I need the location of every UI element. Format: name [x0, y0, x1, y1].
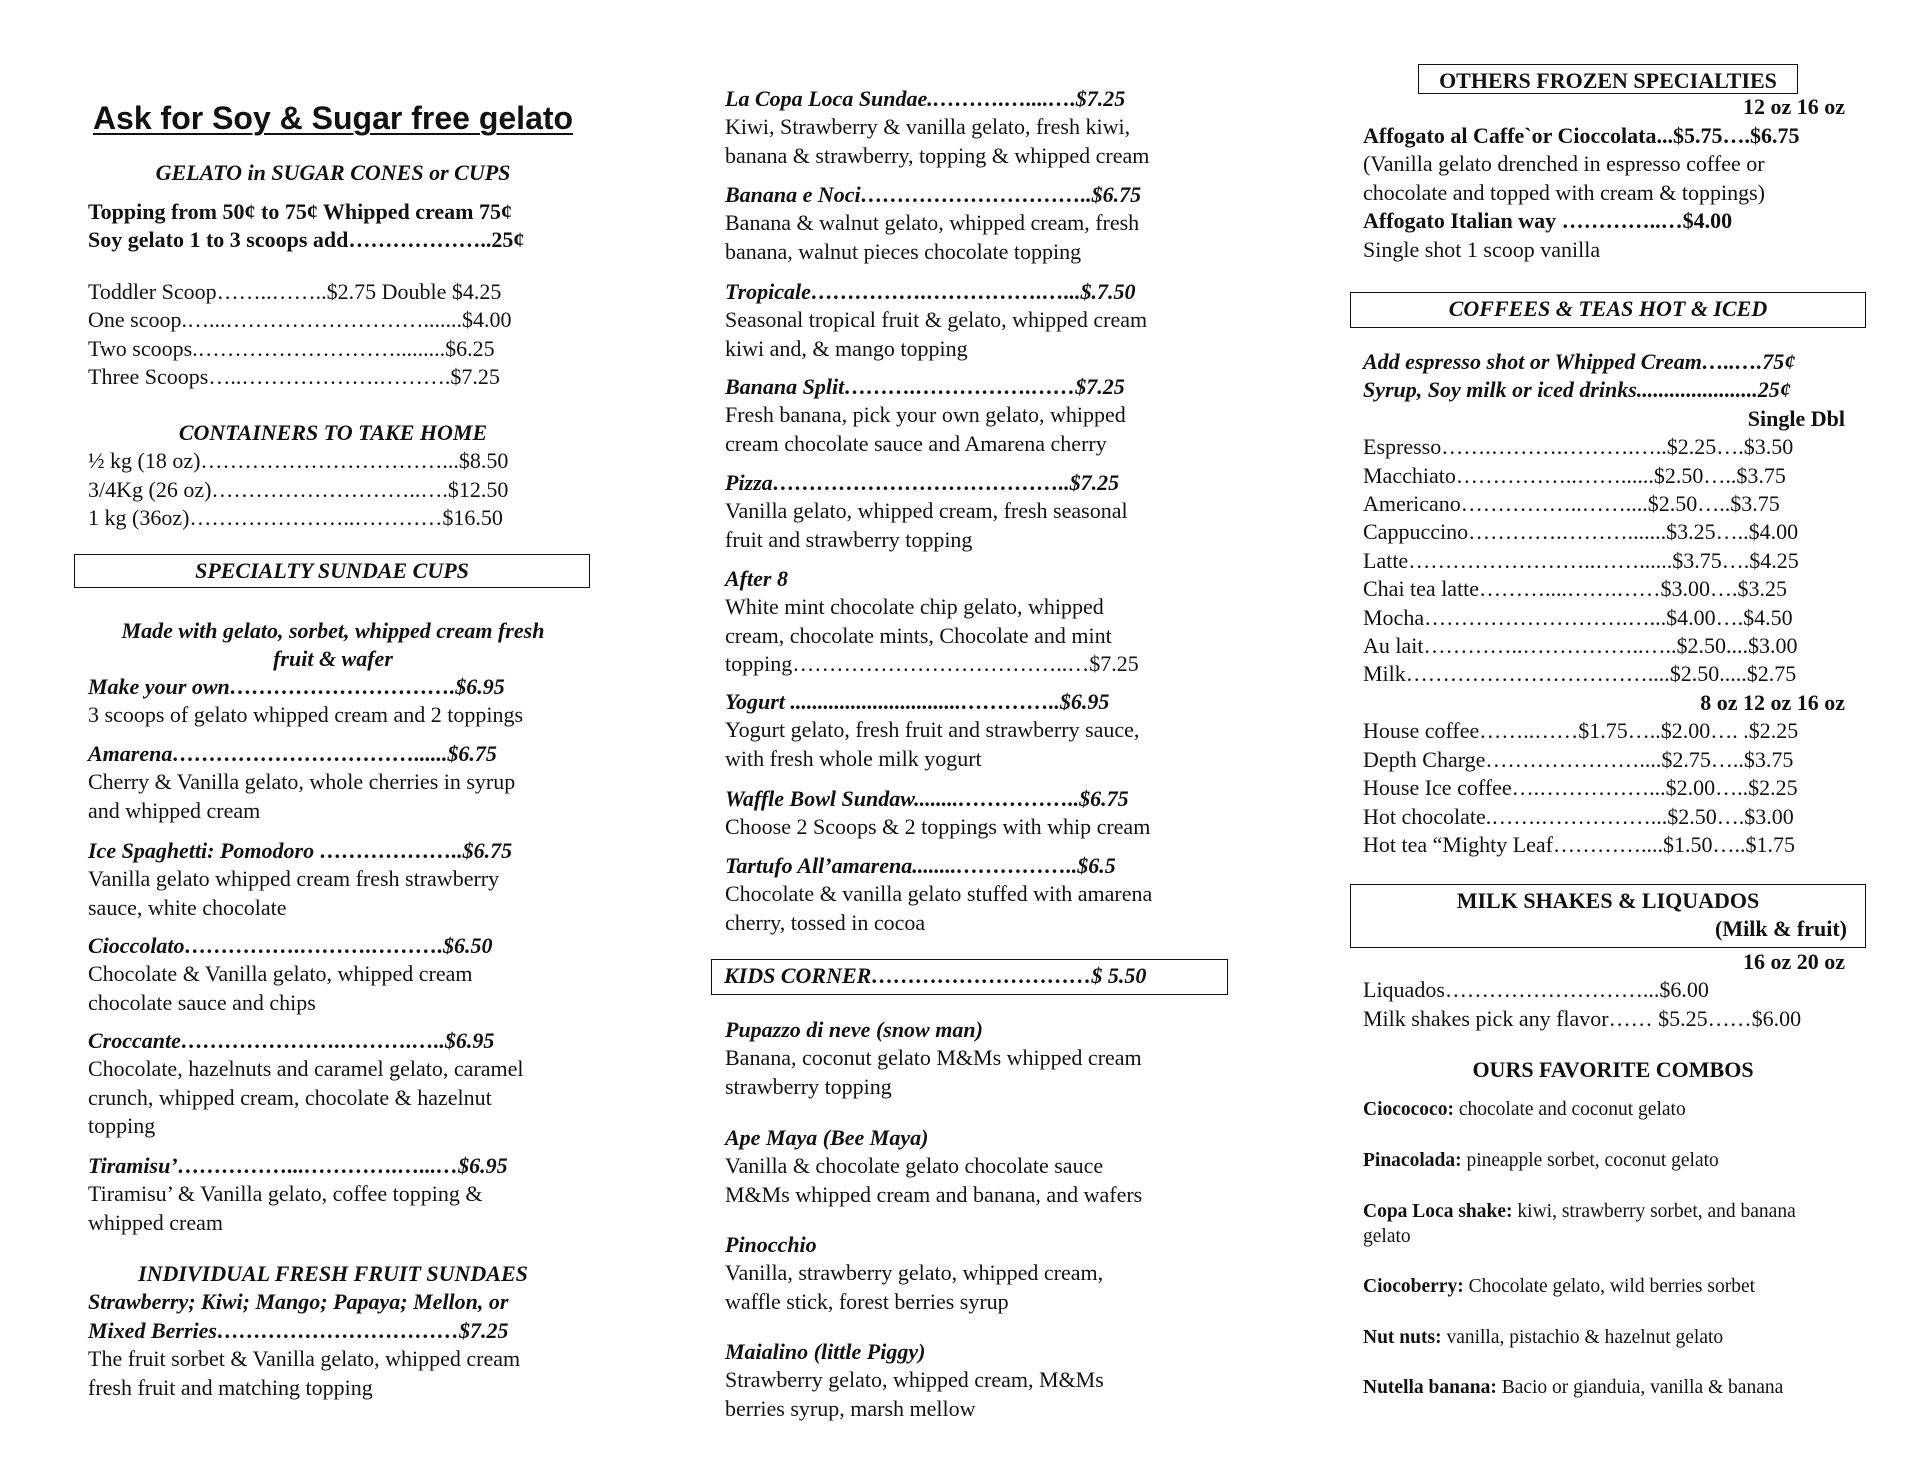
column-header-12-oz-16-oz: 12 oz 16 oz	[1742, 94, 1845, 119]
menu-section	[88, 159, 578, 187]
menu-item-title-banana-e-noci-6-75: Banana e Noci…………………………..$6.75	[725, 182, 1142, 207]
menu-item-title-ape-maya-bee-maya: Ape Maya (Bee Maya)	[725, 1125, 929, 1150]
combo-item	[1363, 1097, 1843, 1122]
combo-item	[1363, 1199, 1843, 1249]
menu-item-title-pupazzo-di-neve-snow-man: Pupazzo di neve (snow man)	[725, 1017, 983, 1042]
menu-item-description-3-scoops-of-gelato-whipped-cream-and-2-t: 3 scoops of gelato whipped cream and 2 toppings	[88, 702, 524, 728]
price-line-toddler-scoop-2-75-double-4-25: Toddler Scoop……..……..$2.75 Double $4.25	[88, 279, 502, 304]
menu-section	[725, 785, 1205, 842]
combo-item	[1363, 1325, 1843, 1350]
section-heading-milk-shakes-liquados: MILK SHAKES & LIQUADOS	[1456, 888, 1760, 913]
menu-item-title-banana-split-7-25: Banana Split……….…………….……$7.25	[725, 374, 1125, 399]
menu-item-description-m-ms-whipped-cream-and-banana-and-wafers: M&Ms whipped cream and banana, and wafers	[725, 1181, 1143, 1207]
price-line-espresso-2-25-3-50: Espresso…….……….……….…..$2.25….$3.50	[1363, 434, 1794, 460]
price-line-depth-charge-2-75-3-75: Depth Charge…………………....$2.75…..$3.75	[1363, 746, 1794, 772]
menu-item-description-crunch-whipped-cream-chocolate-hazelnut: crunch, whipped cream, chocolate & hazelnut	[88, 1084, 492, 1110]
menu-section	[1363, 93, 1863, 121]
section-header-box	[1350, 884, 1866, 948]
menu-item-description-chocolate-hazelnuts-and-caramel-gelato-c: Chocolate, hazelnuts and caramel gelato, caramel	[88, 1056, 524, 1082]
middle-column	[725, 0, 1205, 1484]
price-line-two-scoops-6-25: Two scoops.……………………….........$6.25	[88, 335, 495, 361]
menu-section	[88, 1027, 578, 1141]
menu-item-description-waffle-stick-forest-berries-syrup: waffle stick, forest berries syrup	[725, 1288, 1009, 1314]
menu-section	[725, 1338, 1205, 1423]
section-header-box	[74, 554, 590, 588]
menu-item-description-cream-chocolate-mints-chocolate-and-mint: cream, chocolate mints, Chocolate and mint	[725, 622, 1112, 648]
menu-item-description-cherry-vanilla-gelato-whole-cherries-in-: Cherry & Vanilla gelato, whole cherries in syrup	[88, 769, 516, 795]
menu-item-description-vanilla-gelato-whipped-cream-fresh-seaso: Vanilla gelato, whipped cream, fresh seasonal	[725, 498, 1128, 524]
menu-item-description-strawberry-topping: strawberry topping	[725, 1073, 892, 1099]
menu-item-title-affogato-al-caffe-or-cioccolata-5-75-6-7: Affogato al Caffe`or Cioccolata...$5.75….$6.75	[1363, 123, 1800, 148]
menu-item-title-tiramisu-6-95: Tiramisu’……………...………….…...…$6.95	[88, 1153, 508, 1178]
menu-section	[725, 1124, 1205, 1209]
section-heading-made-with-gelato-sorbet-whipped-cream-fr: Made with gelato, sorbet, whipped cream fresh	[121, 618, 545, 643]
menu-item-title-pinocchio: Pinocchio	[725, 1232, 817, 1257]
price-line-three-scoops-7-25: Three Scoops…..……………….……….$7.25	[88, 364, 500, 390]
price-line-milk-shakes-pick-any-flavor-5-25-6-00: Milk shakes pick any flavor…… $5.25……$6.00	[1363, 1005, 1802, 1031]
price-line-macchiato-2-50-3-75: Macchiato……………..……......$2.50…..$3.75	[1363, 462, 1786, 488]
menu-section	[1363, 948, 1863, 1033]
right-column	[1363, 0, 1863, 1484]
menu-section	[1363, 348, 1863, 859]
menu-item-description-with-fresh-whole-milk-yogurt: with fresh whole milk yogurt	[725, 745, 982, 771]
menu-item-description-strawberry-gelato-whipped-cream-m-ms: Strawberry gelato, whipped cream, M&Ms	[725, 1367, 1104, 1393]
menu-item-description-sauce-white-chocolate: sauce, white chocolate	[88, 894, 287, 920]
menu-item-title-yogurt-6-95: Yogurt ...............................…………..$6.95	[725, 689, 1110, 714]
menu-section	[88, 932, 578, 1017]
menu-item-description-chocolate-vanilla-gelato-stuffed-with-am: Chocolate & vanilla gelato stuffed with amarena	[725, 881, 1153, 907]
page-title-ask-for-soy-sugar-free-gelato: Ask for Soy & Sugar free gelato	[92, 100, 574, 136]
menu-item-description-vanilla-gelato-whipped-cream-fresh-straw: Vanilla gelato whipped cream fresh strawberry	[88, 866, 500, 892]
menu-item-description-chocolate-sauce-and-chips: chocolate sauce and chips	[88, 989, 316, 1015]
menu-section	[725, 1016, 1205, 1101]
combo-item	[1363, 1274, 1843, 1299]
price-line-kg-18-oz-8-50: ½ kg (18 oz)……………………………...$8.50	[88, 448, 509, 474]
menu-item-description-cherry-tossed-in-cocoa: cherry, tossed in cocoa	[725, 909, 926, 935]
menu-item-description-vanilla-gelato-drenched-in-espresso-coff: (Vanilla gelato drenched in espresso coffee or	[1363, 151, 1765, 177]
menu-section	[725, 278, 1205, 363]
menu-section	[725, 373, 1205, 458]
price-line-americano-2-50-3-75: Americano……………..……....$2.50…..$3.75	[1363, 491, 1780, 517]
combo-name: Pinacolada:	[1363, 1150, 1462, 1171]
combo-description: Bacio or gianduia, vanilla & banana	[1496, 1377, 1784, 1398]
menu-item-title-pizza-7-25: Pizza…………………………………..$7.25	[725, 470, 1120, 495]
menu-section	[725, 688, 1205, 773]
section-heading-others-frozen-specialties: OTHERS FROZEN SPECIALTIES	[1439, 68, 1777, 93]
menu-item-description-banana-coconut-gelato-m-ms-whipped-cream: Banana, coconut gelato M&Ms whipped cream	[725, 1045, 1142, 1071]
menu-item-title-make-your-own-6-95: Make your own………………………….$6.95	[88, 674, 505, 699]
combo-description: pineapple sorbet, coconut gelato	[1461, 1150, 1719, 1171]
price-line-house-ice-coffee-2-00-2-25: House Ice coffee….……………...$2.00…..$2.25	[1363, 775, 1798, 801]
price-line-one-scoop-4-00: One scoop.…...……………………….......$4.00	[88, 307, 512, 333]
menu-item-title-tropicale-7-50: Tropicale…………….…………….…...$.7.50	[725, 279, 1136, 304]
menu-section	[88, 1152, 578, 1237]
menu-section	[88, 673, 578, 730]
combo-name: Nut nuts:	[1363, 1327, 1442, 1348]
menu-section	[88, 837, 578, 922]
menu-section	[88, 198, 578, 255]
menu-item-title-tartufo-all-amarena-6-5: Tartufo All’amarena........……………..$6.5	[725, 853, 1116, 878]
menu-item-title-waffle-bowl-sundaw-6-75: Waffle Bowl Sundaw........……………..$6.75	[725, 786, 1129, 811]
section-heading-kids-corner-5-50: KIDS CORNER…………………………$ 5.50	[724, 963, 1147, 988]
menu-item-title-mixed-berries-7-25: Mixed Berries……………………………$7.25	[88, 1317, 509, 1343]
menu-item-description-fruit-and-strawberry-topping: fruit and strawberry topping	[725, 526, 973, 552]
menu-item-title-maialino-little-piggy: Maialino (little Piggy)	[725, 1339, 926, 1364]
menu-section	[725, 1231, 1205, 1316]
menu-section	[88, 278, 578, 392]
menu-section	[725, 469, 1205, 554]
combo-description: kiwi, strawberry sorbet, and banana gelato	[1363, 1201, 1796, 1247]
section-heading-specialty-sundae-cups: SPECIALTY SUNDAE CUPS	[195, 558, 469, 583]
menu-item-title-croccante-6-95: Croccante………………….……….…..$6.95	[88, 1028, 495, 1053]
menu-item-description-white-mint-chocolate-chip-gelato-whipped: White mint chocolate chip gelato, whipped	[725, 594, 1104, 620]
section-heading-individual-fresh-fruit-sundaes: INDIVIDUAL FRESH FRUIT SUNDAES	[138, 1261, 528, 1286]
menu-item-description-berries-syrup-marsh-mellow: berries syrup, marsh mellow	[725, 1395, 976, 1421]
menu-item-description-kiwi-strawberry-vanilla-gelato-fresh-kiw: Kiwi, Strawberry & vanilla gelato, fresh kiwi,	[725, 114, 1131, 140]
section-heading-fruit-wafer: fruit & wafer	[273, 646, 393, 672]
menu-section	[88, 100, 578, 136]
price-line-latte-3-75-4-25: Latte……………………..……......$3.75….$4.25	[1363, 547, 1799, 573]
menu-item-title-ice-spaghetti-pomodoro-6-75: Ice Spaghetti: Pomodoro ………………..$6.75	[88, 838, 513, 863]
section-header-box	[1418, 64, 1798, 94]
price-line-hot-tea-mighty-leaf-1-50-1-75: Hot tea “Mighty Leaf…………....$1.50…..$1.75	[1363, 831, 1795, 857]
menu-section	[88, 1260, 578, 1402]
menu-item-description-single-shot-1-scoop-vanilla: Single shot 1 scoop vanilla	[1363, 236, 1601, 262]
combo-name: Ciocoberry:	[1363, 1276, 1464, 1297]
menu-item-description-fresh-fruit-and-matching-topping: fresh fruit and matching topping	[88, 1374, 373, 1400]
column-header-8-oz-12-oz-16-oz: 8 oz 12 oz 16 oz	[1700, 689, 1845, 715]
column-header-milk-fruit: (Milk & fruit)	[1715, 916, 1847, 941]
menu-section	[725, 85, 1205, 170]
menu-item-description-fresh-banana-pick-your-own-gelato-whippe: Fresh banana, pick your own gelato, whipped	[725, 402, 1126, 428]
menu-item-title-la-copa-loca-sundae-7-25: La Copa Loca Sundae.……….…....….$7.25	[725, 86, 1126, 111]
price-line-3-4kg-26-oz-12-50: 3/4Kg (26 oz)………………………..….$12.50	[88, 476, 509, 502]
menu-item-title-amarena-6-75: Amarena……………………………......$6.75	[88, 741, 497, 766]
price-line-cappuccino-3-25-4-00: Cappuccino………….……….......$3.25…..$4.00	[1363, 519, 1799, 545]
menu-section	[88, 419, 578, 533]
menu-item-title-cioccolato-6-50: Cioccolato…………….……….……….$6.50	[88, 933, 493, 958]
left-column	[88, 0, 578, 1484]
menu-item-description-and-whipped-cream: and whipped cream	[88, 797, 261, 823]
section-heading-coffees-teas-hot-iced: COFFEES & TEAS HOT & ICED	[1448, 296, 1768, 321]
menu-item-description-whipped-cream: whipped cream	[88, 1209, 223, 1235]
menu-section	[1363, 1056, 1863, 1084]
menu-item-description-vanilla-chocolate-gelato-chocolate-sauce: Vanilla & chocolate gelato chocolate sauce	[725, 1153, 1104, 1179]
combo-name: Nutella banana:	[1363, 1377, 1497, 1398]
combo-item	[1363, 1375, 1843, 1400]
price-line-1-kg-36oz-16-50: 1 kg (36oz)…………………..…………$16.50	[88, 505, 503, 531]
menu-item-description-choose-2-scoops-2-toppings-with-whip-cre: Choose 2 Scoops & 2 toppings with whip cream	[725, 814, 1151, 840]
menu-item-description-tiramisu-vanilla-gelato-coffee-topping: Tiramisu’ & Vanilla gelato, coffee topping &	[88, 1181, 483, 1207]
price-line-au-lait-2-50-3-00: Au lait…………..……………..…..$2.50....$3.00	[1363, 633, 1798, 659]
section-heading-ours-favorite-combos: OURS FAVORITE COMBOS	[1472, 1057, 1754, 1082]
menu-item-description-kiwi-and-mango-topping: kiwi and, & mango topping	[725, 335, 968, 361]
menu-item-title-topping-from-50-to-75-whipped-cream-75: Topping from 50¢ to 75¢ Whipped cream 75¢	[88, 199, 512, 224]
menu-item-description-topping: topping	[88, 1113, 156, 1139]
menu-item-description-banana-strawberry-topping-whipped-cream: banana & strawberry, topping & whipped cream	[725, 142, 1150, 168]
combo-description: Chocolate gelato, wild berries sorbet	[1463, 1276, 1756, 1297]
menu-item-description-seasonal-tropical-fruit-gelato-whipped-c: Seasonal tropical fruit & gelato, whipped cream	[725, 307, 1148, 333]
menu-section	[725, 565, 1205, 679]
menu-section	[1363, 122, 1863, 264]
menu-item-description-vanilla-strawberry-gelato-whipped-cream: Vanilla, strawberry gelato, whipped cream,	[725, 1260, 1104, 1286]
combo-item	[1363, 1148, 1843, 1173]
menu-item-title-syrup-soy-milk-or-iced-drinks-25: Syrup, Soy milk or iced drinks......................25¢	[1363, 377, 1791, 403]
combo-name: Copa Loca shake:	[1363, 1201, 1513, 1222]
menu-item-description-cream-chocolate-sauce-and-amarena-cherry: cream chocolate sauce and Amarena cherry	[725, 430, 1107, 456]
menu-item-description-topping-7-25: topping………………………………..…$7.25	[725, 651, 1139, 677]
menu-item-title-strawberry-kiwi-mango-papaya-mellon-or: Strawberry; Kiwi; Mango; Papaya; Mellon, or	[88, 1289, 509, 1315]
column-header-16-oz-20-oz: 16 oz 20 oz	[1742, 949, 1845, 974]
combo-description: vanilla, pistachio & hazelnut gelato	[1441, 1327, 1724, 1348]
price-line-house-coffee-1-75-2-00-2-25: House coffee……..……$1.75…..$2.00…. .$2.25	[1363, 718, 1799, 744]
menu-item-title-after-8: After 8	[725, 566, 788, 591]
menu-item-title-add-espresso-shot-or-whipped-cream-75: Add espresso shot or Whipped Cream…..….75¢	[1363, 349, 1796, 374]
menu-section	[88, 617, 578, 674]
menu-section	[725, 181, 1205, 266]
menu-item-title-affogato-italian-way-4-00: Affogato Italian way …………..…$4.00	[1363, 208, 1733, 234]
section-heading-gelato-in-sugar-cones-or-cups: GELATO in SUGAR CONES or CUPS	[155, 160, 511, 185]
price-line-mocha-4-00-4-50: Mocha……………………….…...$4.00….$4.50	[1363, 604, 1793, 630]
menu-item-title-soy-gelato-1-to-3-scoops-add-25: Soy gelato 1 to 3 scoops add………………..25¢	[88, 227, 525, 253]
menu-item-description-banana-walnut-pieces-chocolate-topping: banana, walnut pieces chocolate topping	[725, 238, 1082, 264]
menu-item-description-banana-walnut-gelato-whipped-cream-fresh: Banana & walnut gelato, whipped cream, fresh	[725, 210, 1140, 236]
section-header-box	[1350, 292, 1866, 328]
section-header-box	[711, 959, 1228, 995]
combo-description: chocolate and coconut gelato	[1453, 1099, 1686, 1120]
column-header-single-dbl: Single Dbl	[1747, 405, 1845, 431]
combo-name: Ciocococo:	[1363, 1099, 1454, 1120]
menu-section	[88, 740, 578, 825]
price-line-milk-2-50-2-75: Milk……………………………....$2.50.....$2.75	[1363, 661, 1797, 687]
menu-section	[725, 852, 1205, 937]
menu-item-description-chocolate-and-topped-with-cream-toppings: chocolate and topped with cream & toppings)	[1363, 179, 1765, 205]
menu-item-description-the-fruit-sorbet-vanilla-gelato-whipped-: The fruit sorbet & Vanilla gelato, whipped cream	[88, 1346, 521, 1372]
price-line-liquados-6-00: Liquados………………………...$6.00	[1363, 977, 1709, 1003]
price-line-hot-chocolate-2-50-3-00: Hot chocolate.…….……………...$2.50….$3.00	[1363, 803, 1794, 829]
section-heading-containers-to-take-home: CONTAINERS TO TAKE HOME	[178, 420, 488, 445]
menu-item-description-yogurt-gelato-fresh-fruit-and-strawberry: Yogurt gelato, fresh fruit and strawberry sauce,	[725, 717, 1140, 743]
price-line-chai-tea-latte-3-00-3-25: Chai tea latte………....…….……$3.00….$3.25	[1363, 576, 1788, 602]
menu-item-description-chocolate-vanilla-gelato-whipped-cream: Chocolate & Vanilla gelato, whipped cream	[88, 961, 473, 987]
